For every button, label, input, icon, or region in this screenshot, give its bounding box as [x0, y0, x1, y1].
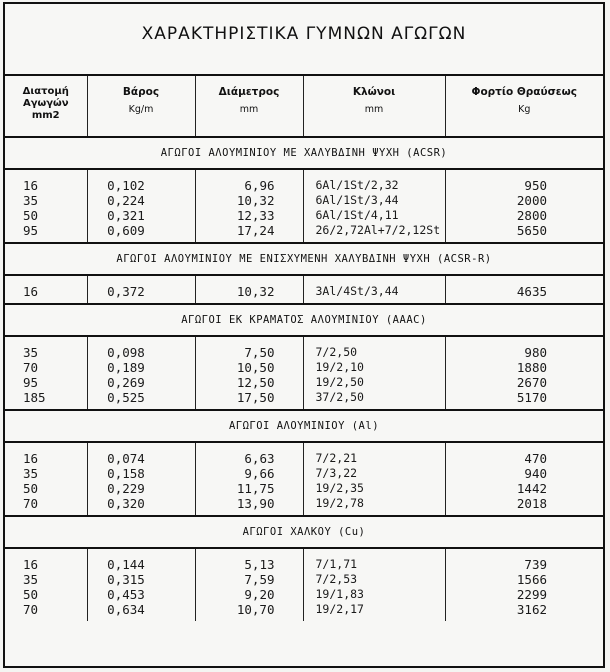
cell-breaking-load: 950 [524, 178, 547, 193]
cell-weight: 0,098 [107, 345, 145, 360]
cell-cross-section: 95 [23, 375, 39, 390]
cell-weight-column [87, 284, 195, 304]
cell-diameter-column [195, 345, 303, 410]
cell-cross-section: 35 [23, 193, 39, 208]
section-heading-row [5, 137, 603, 169]
cell-strands: 19/2,35 [315, 481, 364, 495]
cell-weight-column [87, 557, 195, 621]
cell-weight: 0,269 [107, 375, 145, 390]
cell-breaking-load: 2299 [516, 587, 547, 602]
cell-diameter: 13,90 [236, 496, 275, 511]
cell-strands-column [303, 451, 445, 516]
cell-strands: 7/2,53 [315, 572, 358, 586]
section-spacer [5, 442, 603, 451]
cell-cross-section: 50 [23, 208, 39, 223]
cell-strands: 37/2,50 [315, 390, 364, 404]
table-row-group [5, 557, 603, 621]
cell-strands: 7/3,22 [315, 466, 358, 480]
cell-breaking-load: 5170 [516, 390, 547, 405]
column-header-strands: Κλώνοι mm [303, 75, 445, 137]
cell-strands: 7/1,71 [315, 557, 358, 571]
section-heading: ΑΓΩΓΟΙ ΑΛΟΥΜΙΝΙΟΥ ΜΕ ΕΝΙΣΧΥΜΕΝΗ ΧΑΛΥΒΔΙΝΗ ΨΥΧΗ (ACSR-R) [5, 243, 603, 275]
cell-strands: 19/2,17 [315, 602, 364, 616]
cell-strands: 19/2,50 [315, 375, 364, 389]
cell-cross-section: 16 [23, 451, 39, 466]
cell-weight: 0,634 [107, 602, 145, 617]
cell-breaking-load: 2000 [516, 193, 547, 208]
section-heading-row [5, 243, 603, 275]
section-spacer [5, 275, 603, 284]
cell-breaking-load: 2018 [516, 496, 547, 511]
cell-cross-section: 16 [23, 557, 39, 572]
cell-cross-section: 185 [23, 390, 46, 405]
section-spacer [5, 548, 603, 557]
cell-breaking-load-column [445, 345, 603, 410]
cell-breaking-load: 2800 [516, 208, 547, 223]
cell-breaking-load: 2670 [516, 375, 547, 390]
cell-strands: 7/2,50 [315, 345, 358, 359]
cell-diameter: 17,50 [236, 390, 275, 405]
cell-strands-column [303, 345, 445, 410]
table-row-group [5, 284, 603, 304]
cell-diameter: 6,63 [244, 451, 275, 466]
cell-cross-section: 70 [23, 360, 39, 375]
bleed-through-text [11, 8, 597, 22]
cell-weight: 0,074 [107, 451, 145, 466]
section-spacer [5, 336, 603, 345]
section-heading: ΑΓΩΓΟΙ ΑΛΟΥΜΙΝΙΟΥ (Al) [5, 410, 603, 442]
cell-breaking-load: 1566 [516, 572, 547, 587]
cell-diameter: 11,75 [236, 481, 275, 496]
cell-cross-section: 70 [23, 602, 39, 617]
cell-diameter: 10,32 [236, 284, 275, 299]
cell-breaking-load-column [445, 284, 603, 304]
cell-weight: 0,102 [107, 178, 145, 193]
cell-breaking-load: 1880 [516, 360, 547, 375]
section-heading: ΑΓΩΓΟΙ ΧΑΛΚΟΥ (Cu) [5, 516, 603, 548]
cell-breaking-load-column [445, 178, 603, 243]
cell-cross-section: 35 [23, 572, 39, 587]
cell-diameter: 9,66 [244, 466, 275, 481]
cell-weight: 0,320 [107, 496, 145, 511]
cell-strands: 26/2,72Al+7/2,12St [315, 223, 441, 237]
cell-strands: 6Al/1St/4,11 [315, 208, 399, 222]
cell-diameter: 10,50 [236, 360, 275, 375]
cell-breaking-load: 940 [524, 466, 547, 481]
cell-diameter-column [195, 557, 303, 621]
cell-strands-column [303, 557, 445, 621]
cell-breaking-load: 4635 [516, 284, 547, 299]
cell-breaking-load: 5650 [516, 223, 547, 238]
cell-diameter: 12,33 [236, 208, 275, 223]
section-spacer [5, 169, 603, 178]
cell-weight: 0,144 [107, 557, 145, 572]
cell-weight-column [87, 451, 195, 516]
cell-cross-section-column [5, 284, 87, 304]
cell-weight: 0,229 [107, 481, 145, 496]
column-header-weight: Βάρος Kg/m [87, 75, 195, 137]
cell-strands: 7/2,21 [315, 451, 358, 465]
page-title: ΧΑΡΑΚΤΗΡΙΣΤΙΚΑ ΓΥΜΝΩΝ ΑΓΩΓΩΝ [141, 24, 467, 44]
cell-cross-section: 50 [23, 587, 39, 602]
cell-cross-section: 16 [23, 178, 39, 193]
cell-weight: 0,525 [107, 390, 145, 405]
column-header-cross-section: Διατομή Αγωγών mm2 [5, 75, 87, 137]
cell-weight-column [87, 178, 195, 243]
cell-diameter: 5,13 [244, 557, 275, 572]
cell-weight: 0,453 [107, 587, 145, 602]
cell-cross-section: 50 [23, 481, 39, 496]
cell-strands: 6Al/1St/3,44 [315, 193, 399, 207]
cell-diameter-column [195, 451, 303, 516]
cell-strands-column [303, 284, 445, 304]
cell-strands: 19/1,83 [315, 587, 364, 601]
cell-cross-section: 16 [23, 284, 39, 299]
cell-weight: 0,158 [107, 466, 145, 481]
cell-strands-column [303, 178, 445, 243]
cell-weight: 0,224 [107, 193, 145, 208]
cell-breaking-load: 1442 [516, 481, 547, 496]
cell-cross-section-column [5, 178, 87, 243]
cell-diameter: 12,50 [236, 375, 275, 390]
cell-cross-section-column [5, 557, 87, 621]
cell-breaking-load: 3162 [516, 602, 547, 617]
cell-weight: 0,189 [107, 360, 145, 375]
table-row-group [5, 178, 603, 243]
cell-weight: 0,372 [107, 284, 145, 299]
cell-cross-section-column [5, 451, 87, 516]
section-heading: ΑΓΩΓΟΙ ΕΚ ΚΡΑΜΑΤΟΣ ΑΛΟΥΜΙΝΙΟΥ (AAAC) [5, 304, 603, 336]
cell-breaking-load-column [445, 451, 603, 516]
cell-breaking-load: 980 [524, 345, 547, 360]
cell-breaking-load: 739 [524, 557, 547, 572]
section-heading-row [5, 516, 603, 548]
cell-diameter-column [195, 178, 303, 243]
column-header-diameter: Διάμετρος mm [195, 75, 303, 137]
cell-strands: 3Al/4St/3,44 [315, 284, 399, 298]
cell-weight-column [87, 345, 195, 410]
cell-weight: 0,609 [107, 223, 145, 238]
cell-diameter: 7,59 [244, 572, 275, 587]
document-page [3, 2, 605, 668]
cell-cross-section-column [5, 345, 87, 410]
section-heading: ΑΓΩΓΟΙ ΑΛΟΥΜΙΝΙΟΥ ΜΕ ΧΑΛΥΒΔΙΝΗ ΨΥΧΗ (ACSR) [5, 137, 603, 169]
cell-weight: 0,321 [107, 208, 145, 223]
cell-diameter: 6,96 [244, 178, 275, 193]
cell-cross-section: 70 [23, 496, 39, 511]
cell-diameter: 17,24 [236, 223, 275, 238]
cell-cross-section: 35 [23, 345, 39, 360]
cell-breaking-load: 470 [524, 451, 547, 466]
cell-diameter: 9,20 [244, 587, 275, 602]
cell-cross-section: 35 [23, 466, 39, 481]
section-heading-row [5, 410, 603, 442]
conductor-table [5, 74, 603, 621]
cell-strands: 6Al/1St/2,32 [315, 178, 399, 192]
cell-strands: 19/2,78 [315, 496, 364, 510]
cell-cross-section: 95 [23, 223, 39, 238]
cell-diameter: 7,50 [244, 345, 275, 360]
cell-diameter: 10,70 [236, 602, 275, 617]
cell-breaking-load-column [445, 557, 603, 621]
table-row-group [5, 451, 603, 516]
cell-diameter-column [195, 284, 303, 304]
section-heading-row [5, 304, 603, 336]
cell-strands: 19/2,10 [315, 360, 364, 374]
table-header-row [5, 75, 603, 137]
cell-weight: 0,315 [107, 572, 145, 587]
table-row-group [5, 345, 603, 410]
cell-diameter: 10,32 [236, 193, 275, 208]
column-header-breaking-load: Φορτίο Θραύσεως Kg [445, 75, 603, 137]
